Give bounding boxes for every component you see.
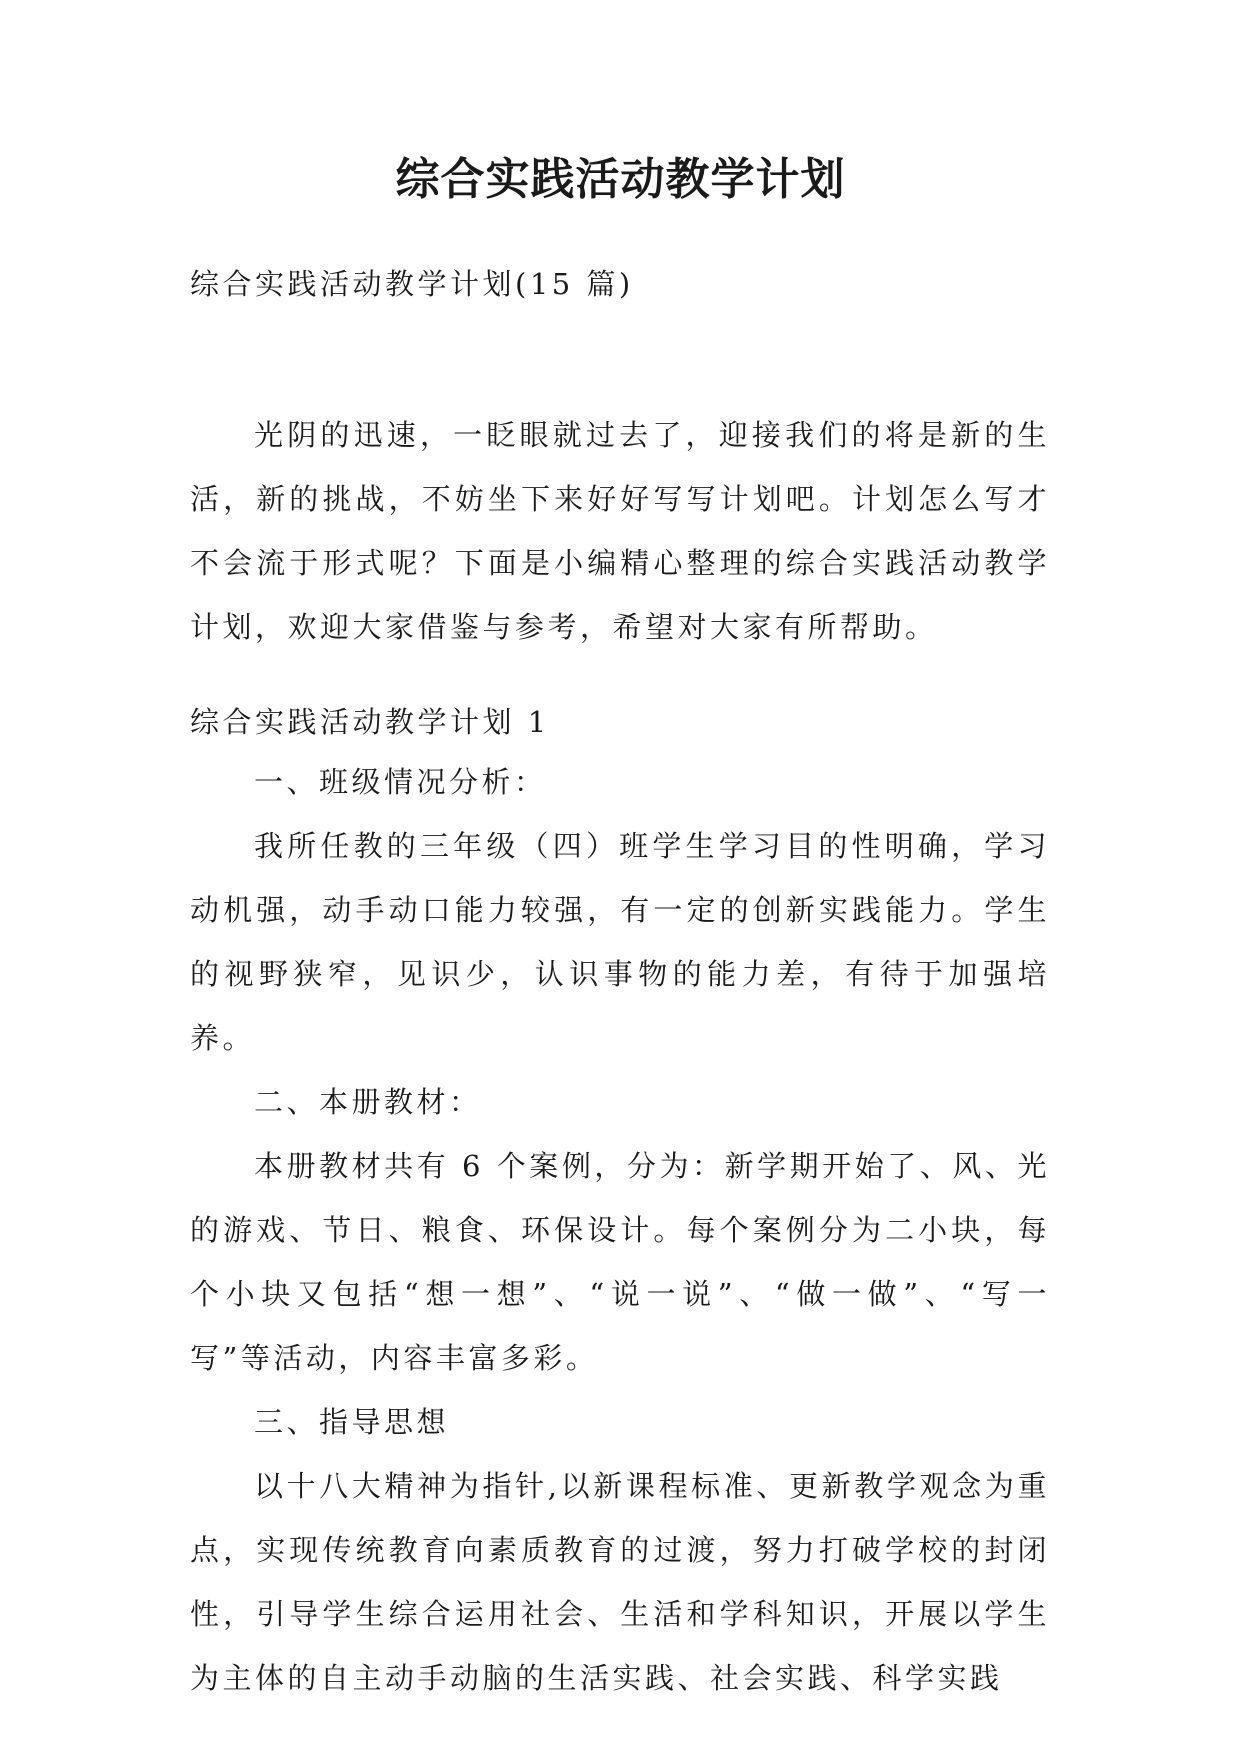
paragraph-textbook: 本册教材共有 6 个案例，分为：新学期开始了、风、光的游戏、节日、粮食、环保设计。每个案例分为二小块，每个小块又包括“想一想”、“说一说”、“做一做”、“写一写”等活动，内容丰富多彩。 (190, 1149, 1050, 1375)
heading-guiding-ideology: 三、指导思想 (254, 1405, 450, 1439)
paragraph-class-analysis: 我所任教的三年级（四）班学生学习目的性明确，学习动机强，动手动口能力较强，有一定的创新实践能力。学生的视野狭窄，见识少，认识事物的能力差，有待于加强培养。 (190, 829, 1050, 1055)
paragraph-guiding-ideology: 以十八大精神为指针,以新课程标准、更新教学观念为重点，实现传统教育向素质教育的过渡，努力打破学校的封闭性，引导学生综合运用社会、生活和学科知识，开展以学生为主体的自主动手动脑的生活实践、社会实践、科学实践 (190, 1469, 1050, 1695)
section-content (190, 750, 1050, 1710)
section-title: 综合实践活动教学计划 1 (190, 705, 550, 739)
intro-paragraph: 光阴的迅速，一眨眼就过去了，迎接我们的将是新的生活，新的挑战，不妨坐下来好好写写计划吧。计划怎么写才不会流于形式呢？下面是小编精心整理的综合实践活动教学计划，欢迎大家借鉴与参考，希望对大家有所帮助。 (190, 418, 1050, 644)
heading-textbook: 二、本册教材： (254, 1085, 482, 1119)
document-subtitle: 综合实践活动教学计划(15 篇) (190, 267, 634, 301)
heading-class-analysis: 一、班级情况分析： (254, 765, 547, 799)
document-title: 综合实践活动教学计划 (395, 154, 846, 205)
